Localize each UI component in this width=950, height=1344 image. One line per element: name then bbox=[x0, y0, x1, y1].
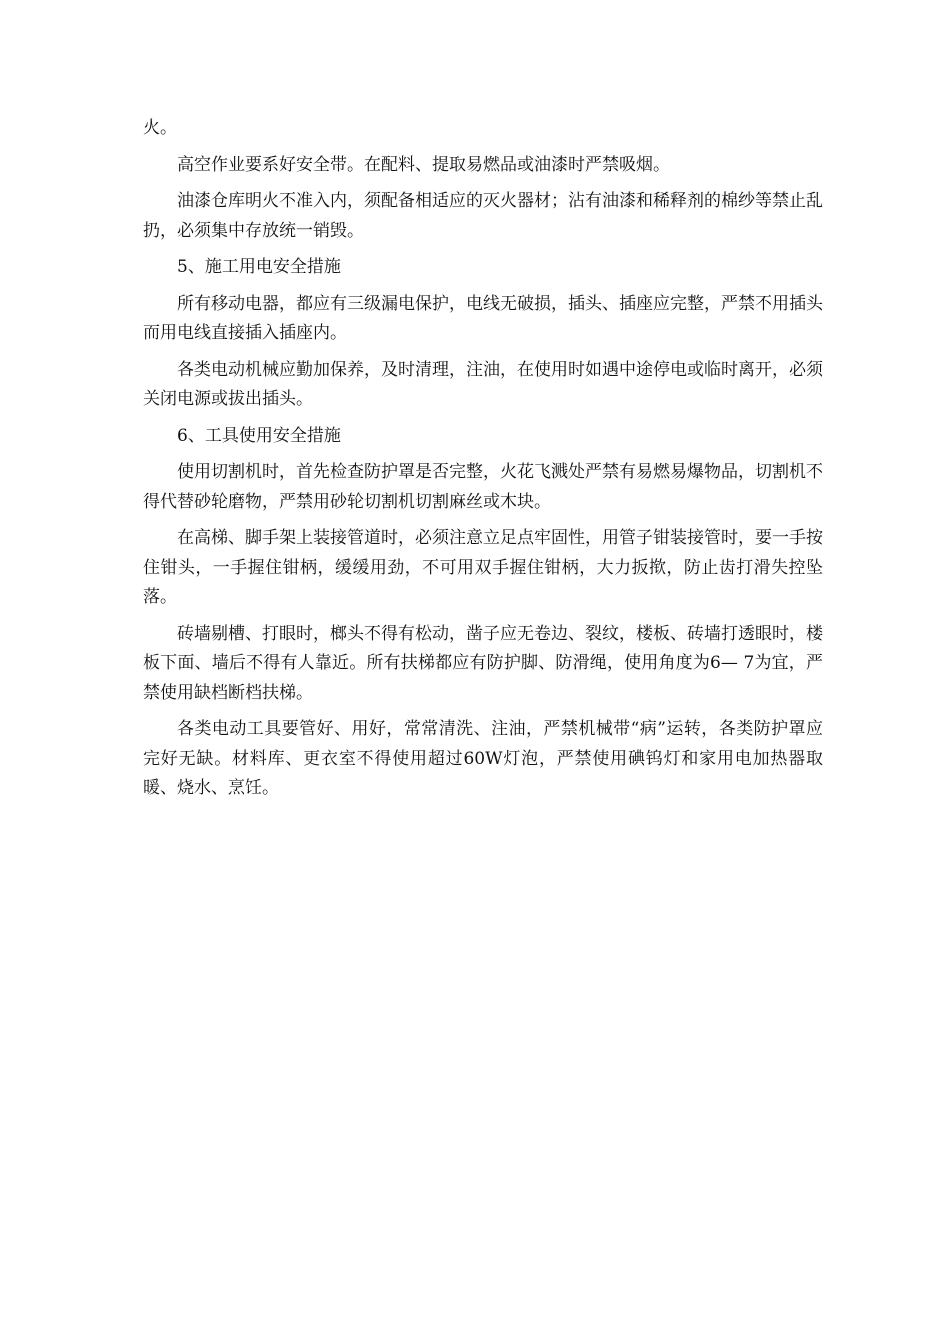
paragraph-safety-belt: 高空作业要系好安全带。在配料、提取易燃品或油漆时严禁吸烟。 bbox=[177, 154, 670, 175]
paragraph-continuation: 火。 bbox=[143, 118, 177, 138]
paragraph-cutting-machine: 使用切割机时，首先检查防护罩是否完整，火花飞溅处严禁有易燃易爆物品，切割机不得代替砂轮磨物，严禁用砂轮切割机切割麻丝或木块。 bbox=[143, 462, 823, 512]
paragraph-mobile-appliances: 所有移动电器，都应有三级漏电保护，电线无破损，插头、插座应完整，严禁不用插头而用电线直接插入插座内。 bbox=[143, 293, 823, 343]
paragraph-machine-maintenance: 各类电动机械应勤加保养，及时清理，注油，在使用时如遇中途停电或临时离开，必须关闭电源或拔出插头。 bbox=[143, 359, 823, 409]
paragraph-electric-tools: 各类电动工具要管好、用好，常常清洗、注油，严禁机械带“病”运转，各类防护罩应完好无缺。材料库、更衣室不得使用超过60W灯泡，严禁使用碘钨灯和家用电加热器取暖、烧水、烹饪。 bbox=[143, 719, 823, 798]
document-page bbox=[143, 114, 823, 811]
section-heading-tools: 6、工具使用安全措施 bbox=[177, 425, 341, 446]
paragraph-paint-warehouse: 油漆仓库明火不准入内，须配备相适应的灭火器材；沾有油漆和稀释剂的棉纱等禁止乱扔，必须集中存放统一销毁。 bbox=[143, 191, 823, 241]
paragraph-pipe-installation: 在高梯、脚手架上装接管道时，必须注意立足点牢固性，用管子钳装接管时，要一手按住钳头，一手握住钳柄，缓缓用劲，不可用双手握住钳柄，大力扳揿，防止齿打滑失控坠落。 bbox=[143, 528, 823, 607]
section-heading-electrical: 5、施工用电安全措施 bbox=[177, 257, 341, 277]
paragraph-wall-grooving: 砖墙剔槽、打眼时，榔头不得有松动，凿子应无卷边、裂纹，楼板、砖墙打透眼时，楼板下面、墙后不得有人靠近。所有扶梯都应有防护脚、防滑绳，使用角度为6— 7为宜，严禁使用缺档断档扶梯。 bbox=[143, 623, 823, 703]
